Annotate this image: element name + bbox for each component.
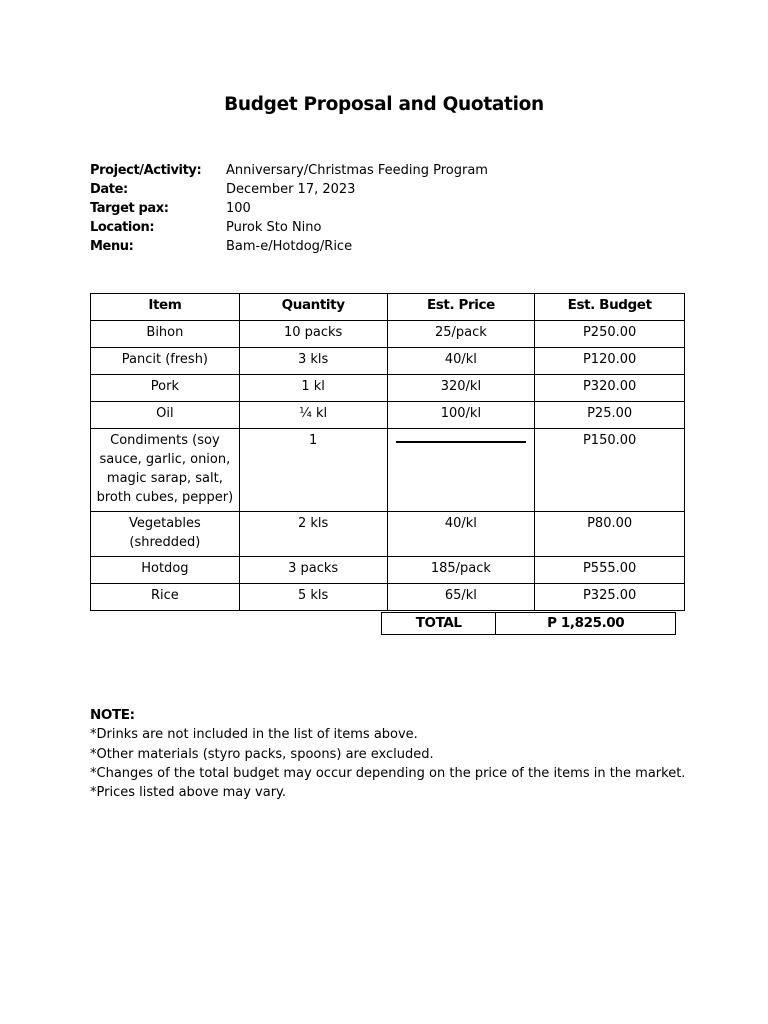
cell-item: Condiments (soy sauce, garlic, onion, magic sarap, salt, broth cubes, pepper)	[91, 429, 240, 512]
note-item: *Other materials (styro packs, spoons) are excluded.	[90, 746, 434, 762]
cell-budget: P320.00	[535, 375, 685, 402]
info-label: Menu:	[90, 239, 134, 254]
header-est-price: Est. Price	[387, 294, 535, 321]
table-row	[91, 375, 685, 402]
cell-quantity: 2 kls	[239, 512, 387, 557]
cell-price: 185/pack	[387, 557, 535, 584]
info-row-project	[90, 161, 488, 180]
cell-item: Oil	[91, 402, 240, 429]
table-row	[91, 512, 685, 557]
cell-quantity: 1 kl	[239, 375, 387, 402]
cell-price: 40/kl	[387, 512, 535, 557]
page-title: Budget Proposal and Quotation	[224, 94, 544, 115]
info-label: Location:	[90, 220, 155, 235]
info-row-date	[90, 180, 488, 199]
cell-item: Rice	[91, 584, 240, 611]
cell-quantity: 10 packs	[239, 321, 387, 348]
table-row	[91, 429, 685, 512]
table-row	[91, 584, 685, 611]
project-info	[90, 161, 488, 256]
cell-price	[387, 429, 535, 512]
table-row	[91, 348, 685, 375]
notes-title: NOTE:	[90, 707, 135, 723]
cell-quantity: 5 kls	[239, 584, 387, 611]
info-label: Project/Activity:	[90, 163, 202, 178]
cell-price: 320/kl	[387, 375, 535, 402]
info-row-location	[90, 218, 488, 237]
cell-budget: P555.00	[535, 557, 685, 584]
total-label: TOTAL	[382, 613, 496, 635]
info-value: Purok Sto Nino	[226, 220, 322, 235]
info-row-menu	[90, 237, 488, 256]
info-value: 100	[226, 201, 251, 216]
table-row	[91, 402, 685, 429]
cell-price: 100/kl	[387, 402, 535, 429]
info-value: Bam-e/Hotdog/Rice	[226, 239, 353, 254]
cell-item: Pancit (fresh)	[91, 348, 240, 375]
notes-section	[90, 706, 685, 802]
cell-budget: P150.00	[535, 429, 685, 512]
info-value: Anniversary/Christmas Feeding Program	[226, 163, 488, 178]
cell-quantity: 3 packs	[239, 557, 387, 584]
info-value: December 17, 2023	[226, 182, 356, 197]
cell-budget: P250.00	[535, 321, 685, 348]
info-row-target-pax	[90, 199, 488, 218]
cell-budget: P120.00	[535, 348, 685, 375]
total-value: P 1,825.00	[496, 613, 676, 635]
cell-quantity: ¼ kl	[239, 402, 387, 429]
info-label: Date:	[90, 182, 128, 197]
budget-table	[90, 293, 685, 611]
cell-price: 65/kl	[387, 584, 535, 611]
cell-quantity: 3 kls	[239, 348, 387, 375]
cell-quantity: 1	[239, 429, 387, 512]
note-item: *Drinks are not included in the list of items above.	[90, 727, 418, 743]
cell-item: Bihon	[91, 321, 240, 348]
table-header-row	[91, 294, 685, 321]
table-row	[91, 321, 685, 348]
note-item: *Changes of the total budget may occur depending on the price of the items in the market.	[90, 765, 686, 781]
cell-price: 40/kl	[387, 348, 535, 375]
cell-price: 25/pack	[387, 321, 535, 348]
total-row	[382, 613, 676, 635]
cell-budget: P325.00	[535, 584, 685, 611]
info-label: Target pax:	[90, 201, 169, 216]
header-item: Item	[91, 294, 240, 321]
header-est-budget: Est. Budget	[535, 294, 685, 321]
cell-item: Pork	[91, 375, 240, 402]
table-row	[91, 557, 685, 584]
header-quantity: Quantity	[239, 294, 387, 321]
note-item: *Prices listed above may vary.	[90, 785, 287, 801]
cell-budget: P25.00	[535, 402, 685, 429]
cell-item: Hotdog	[91, 557, 240, 584]
cell-budget: P80.00	[535, 512, 685, 557]
total-table	[381, 612, 676, 635]
cell-item: Vegetables (shredded)	[91, 512, 240, 557]
blank-price-line	[396, 441, 527, 443]
